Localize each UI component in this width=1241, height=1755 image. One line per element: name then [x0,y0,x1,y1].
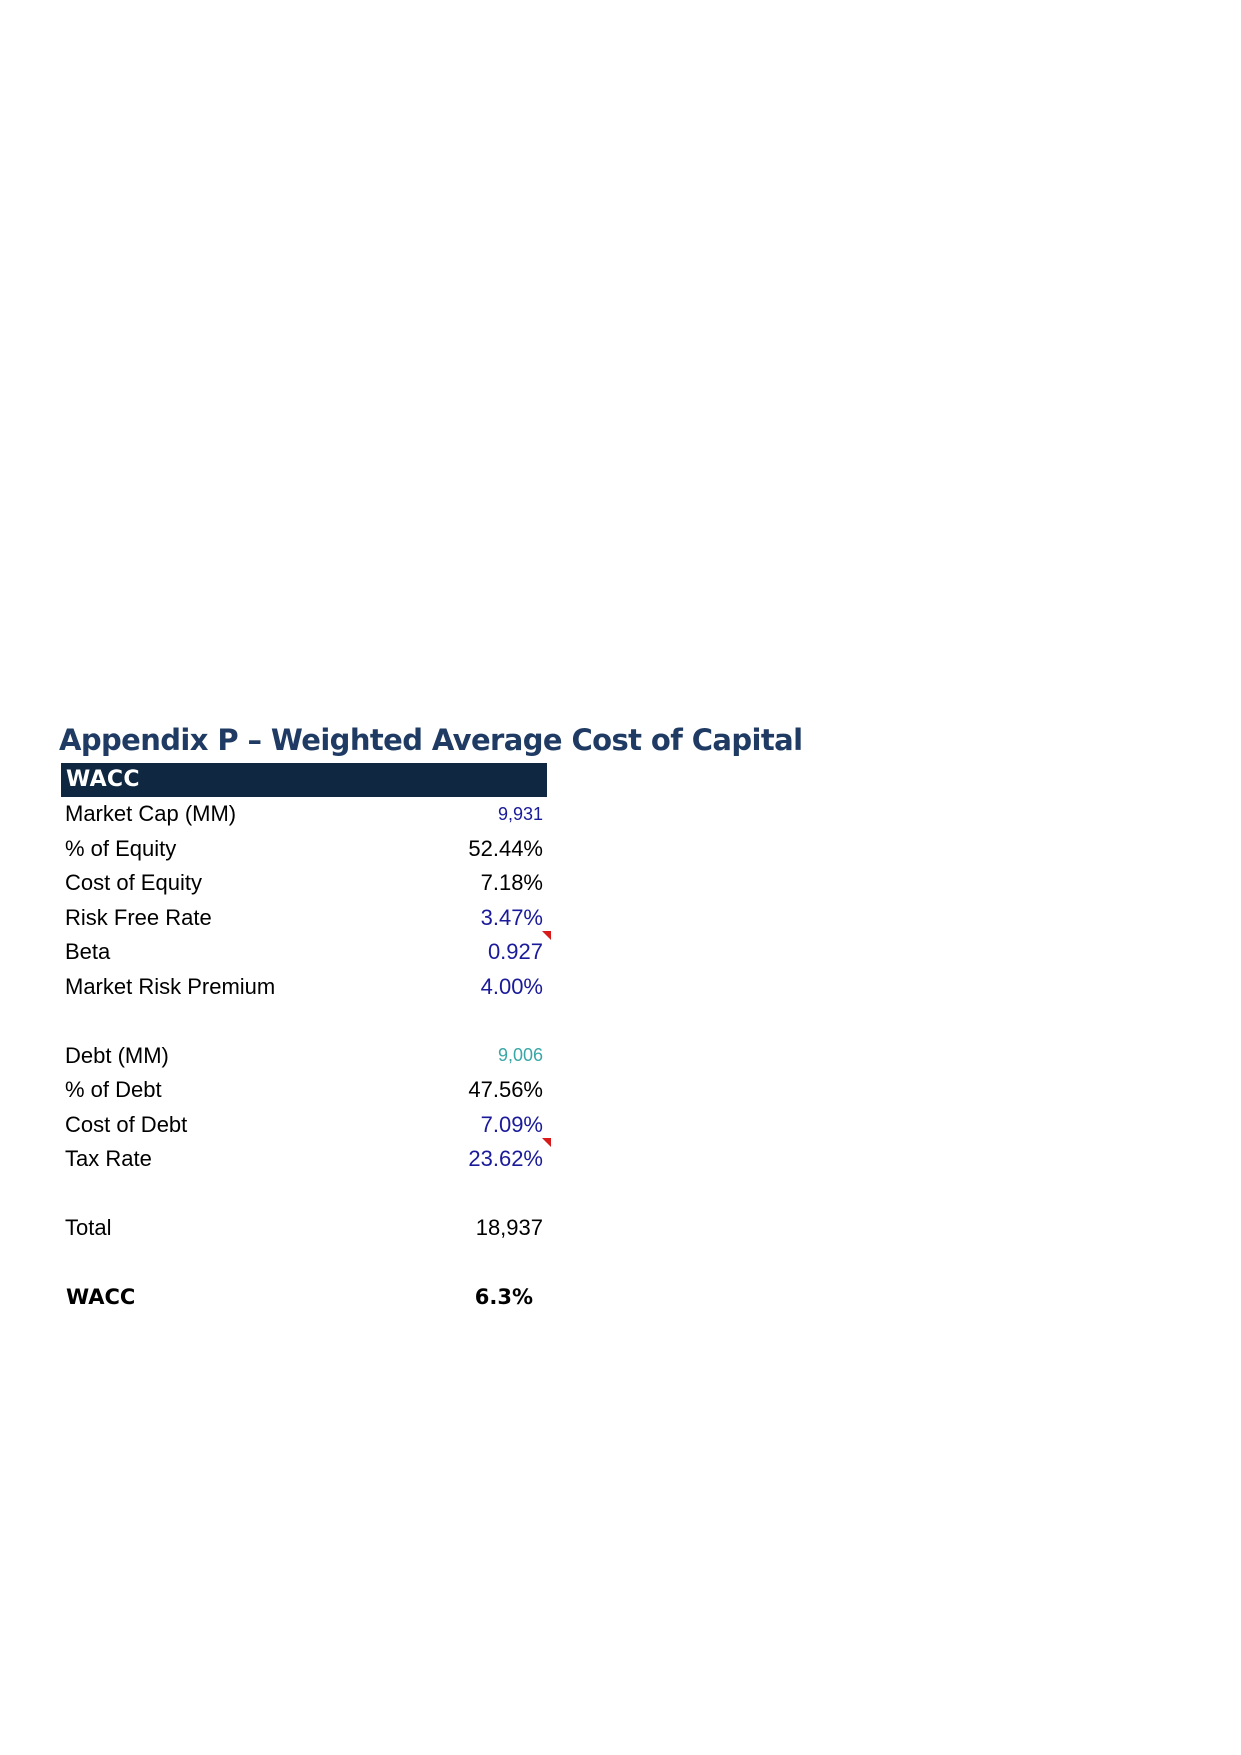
row-debt [61,1039,547,1074]
spacer [61,1177,547,1212]
row-label: WACC [66,1285,136,1310]
row-value: 9,006 [497,1045,543,1066]
row-risk-free-rate [61,901,547,936]
row-label: Market Cap (MM) [65,801,237,827]
row-value: 9,931 [497,803,543,824]
row-market-cap [61,797,547,832]
table-header: WACC [61,763,547,797]
row-value: 18,937 [475,1215,543,1241]
row-label: Cost of Debt [65,1111,188,1137]
spacer [61,1004,547,1039]
row-value: 6.3% [474,1285,533,1310]
row-cost-of-debt [61,1108,547,1143]
row-percent-equity [61,832,547,867]
page-title: Appendix P – Weighted Average Cost of Capital [59,723,803,757]
row-total [61,1211,547,1246]
row-label: Tax Rate [65,1146,152,1172]
row-label: % of Equity [65,835,177,861]
row-value: 3.47% [480,904,543,930]
row-value: 7.09% [480,1111,543,1137]
row-value-cell [468,1146,547,1172]
row-label: Total [65,1215,112,1241]
wacc-table [61,763,547,1315]
row-wacc [61,1280,547,1315]
row-value-cell [488,939,547,965]
row-beta [61,935,547,970]
row-value: 7.18% [480,870,543,896]
row-cost-of-equity [61,866,547,901]
row-value: 4.00% [480,973,543,999]
row-percent-debt [61,1073,547,1108]
row-label: Beta [65,939,111,965]
row-label: % of Debt [65,1077,162,1103]
row-value: 52.44% [468,835,543,861]
row-label: Cost of Equity [65,870,202,896]
row-value: 23.62% [468,1146,543,1172]
row-label: Risk Free Rate [65,904,212,930]
row-label: Debt (MM) [65,1042,169,1068]
row-value: 0.927 [487,939,543,965]
row-tax-rate [61,1142,547,1177]
row-label: Market Risk Premium [65,973,276,999]
spacer [61,1246,547,1281]
row-value: 47.56% [468,1077,543,1103]
comment-marker-icon[interactable] [542,1138,551,1147]
row-market-risk-premium [61,970,547,1005]
comment-marker-icon[interactable] [542,931,551,940]
